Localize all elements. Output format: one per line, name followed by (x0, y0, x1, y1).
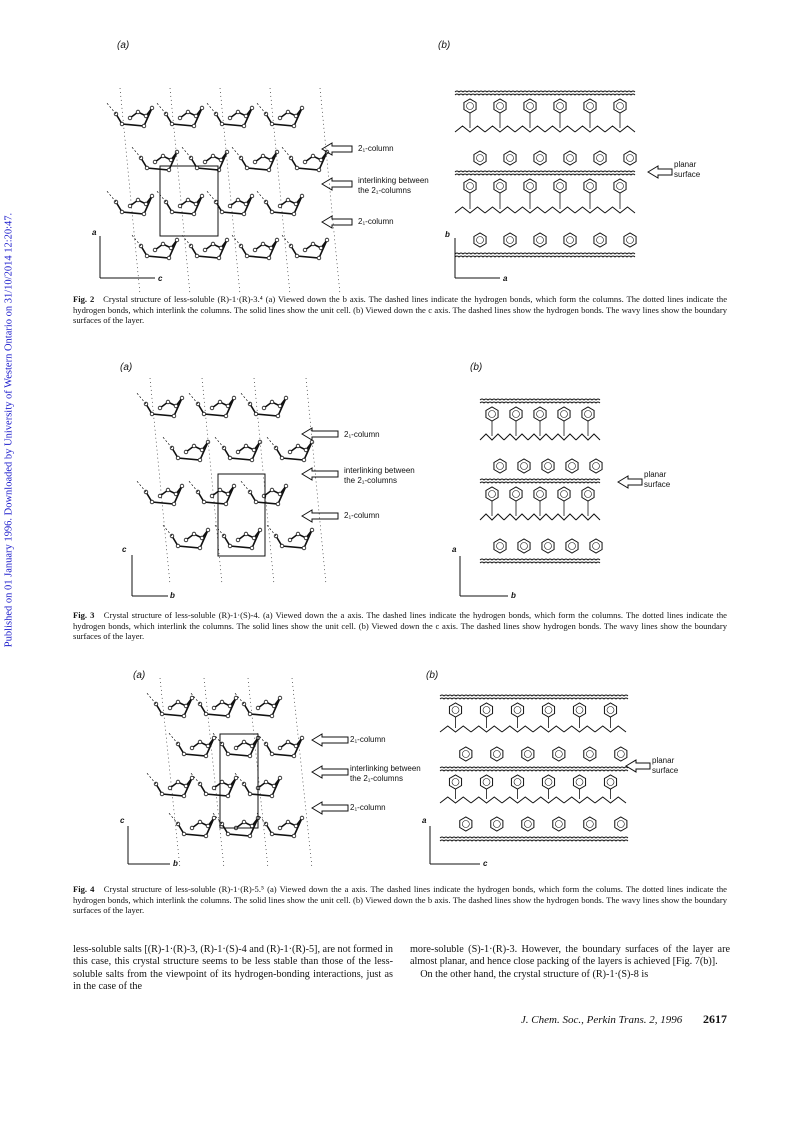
fig2-label-column-top: 2₁-column (358, 144, 394, 153)
fig3-axis-b-horizontal: b (511, 591, 516, 600)
fig3-caption-text: Crystal structure of less-soluble (R)-1·(S)-4. (a) Viewed down the a axis. The dashed lines indicate the hydrogen bonds, which form the columns. The dotted lines indicate the hydrogen bonds, which interlink the columns. The solid lines show the unit cell. (b) Viewed down the c axis. The dashed lines show hydrogen bonds. The wavy lines show the boundary surfaces of the layer. (73, 610, 727, 642)
fig4-axis-b-vertical: a (422, 816, 427, 825)
fig3-planar-arrow (618, 476, 642, 488)
fig2-axis-b (455, 238, 500, 278)
fig3-molecule-lattice-a (136, 378, 326, 584)
fig2-label-interlink-2: the 2₁-columns (358, 186, 411, 195)
fig3-panel-b-label: (b) (470, 362, 483, 373)
fig2-label-column-bottom: 2₁-column (358, 217, 394, 226)
journal-name: J. Chem. Soc., Perkin Trans. 2, 1996 (520, 1014, 683, 1026)
fig4-molecule-lattice-a (146, 678, 312, 868)
fig3-caption (73, 610, 727, 642)
fig4-axis-b (430, 826, 480, 864)
fig2-panel-a-label: (a) (117, 40, 130, 51)
fig4-caption (73, 884, 727, 916)
fig2-axis-b-vertical: b (445, 230, 450, 239)
fig2-planar-arrow (648, 166, 672, 178)
fig2-layer-lattice-b (455, 91, 636, 257)
fig4-layer-lattice-b (440, 695, 628, 841)
fig3-label-interlink-1: interlinking between (344, 466, 415, 475)
fig2-caption-text: Crystal structure of less-soluble (R)-1·(R)-3.⁴ (a) Viewed down the b axis. The dashed lines indicate the hydrogen bonds, which form the columns. The dotted lines indicate the hydrogen bonds, which interlink the columns. The solid lines show the unit cell. (b) Viewed down the c axis. The dashed lines show the hydrogen bonds. The wavy lines show the boundary surfaces of the layer. (73, 294, 728, 326)
fig4-arrows (312, 734, 348, 814)
download-watermark-text: Published on 01 January 1996. Downloaded by University of Western Ontario on 31/10/2014 12:20:47. (3, 212, 15, 648)
fig3-axis-a-horizontal: b (170, 591, 175, 600)
body-left-column: less-soluble salts [(R)-1·(R)-3, (R)-1·(S)-4 and (R)-1·(R)-5], are not formed in this case, this crystal structure seems to be less stable than those of the less-soluble salts from the viewpoint of its hydrogen-bonding interactions, just as in the case of the (73, 944, 393, 993)
figure-2 (60, 40, 740, 290)
fig4-panel-b-label: (b) (426, 670, 439, 681)
fig4-label-interlink-1: interlinking between (350, 764, 421, 773)
fig2-caption-title: Fig. 2 (73, 294, 95, 304)
fig3-label-interlink-2: the 2₁-columns (344, 476, 397, 485)
fig4-axis-a (128, 826, 170, 864)
fig4-label-planar-1: planar (652, 756, 675, 765)
fig3-axis-b-vertical: a (452, 545, 457, 554)
page-number: 2617 (703, 1012, 727, 1026)
fig4-label-column-bottom: 2₁-column (350, 803, 386, 812)
fig4-label-planar-2: surface (652, 766, 679, 775)
fig3-label-planar-2: surface (644, 480, 671, 489)
fig3-axis-a-vertical: c (122, 545, 127, 554)
fig2-caption (73, 294, 727, 326)
fig4-caption-title: Fig. 4 (73, 884, 95, 894)
fig2-molecule-lattice-a (106, 88, 340, 294)
fig2-axis-a-vertical: a (92, 228, 97, 237)
fig3-label-planar-1: planar (644, 470, 667, 479)
fig3-label-column-top: 2₁-column (344, 430, 380, 439)
fig4-label-interlink-2: the 2₁-columns (350, 774, 403, 783)
download-watermark (2, 150, 16, 710)
fig4-panel-a-label: (a) (133, 670, 146, 681)
fig3-label-column-bottom: 2₁-column (344, 511, 380, 520)
fig2-label-interlink-1: interlinking between (358, 176, 429, 185)
fig4-planar-arrow (626, 760, 650, 772)
fig2-axis-b-horizontal: a (503, 274, 508, 283)
fig2-label-planar-2: surface (674, 170, 701, 179)
fig3-arrows (302, 428, 338, 522)
fig3-panel-a-label: (a) (120, 362, 133, 373)
fig2-panel-a-structure (60, 40, 740, 290)
fig2-label-planar-1: planar (674, 160, 697, 169)
fig4-label-column-top: 2₁-column (350, 735, 386, 744)
figure-4 (60, 668, 740, 880)
fig3-layer-lattice-b (480, 399, 602, 563)
fig3-axis-a (132, 555, 168, 596)
fig4-axis-a-vertical: c (120, 816, 125, 825)
fig4-axis-a-horizontal: b (173, 859, 178, 868)
fig3-caption-title: Fig. 3 (73, 610, 95, 620)
fig4-axis-b-horizontal: c (483, 859, 488, 868)
body-right-column: more-soluble (S)-1·(R)-3. However, the boundary surfaces of the layer are almost planar, and hence close packing of the layers is achieved [Fig. 7(b)]. On the other hand, the crystal structure of (R)-1·(S)-8 is (410, 944, 730, 980)
fig2-axis-a-horizontal: c (158, 274, 163, 283)
fig2-panel-b-label: (b) (438, 40, 451, 51)
fig3-panel-a-structure (60, 360, 740, 610)
fig4-caption-text: Crystal structure of less-soluble (R)-1·(R)-5.⁵ (a) Viewed down the a axis. The dashed lines indicate the hydrogen bonds, which form the colums. The dotted lines indicate the hydrogen bonds, which interlink the columns. The solid lines show the unit cell. (b) Viewed down the b axis. The dashed lines show the hydrogen bonds. The wavy lines show the boundary surfaces of the layer. (73, 884, 727, 916)
figure-3 (60, 360, 740, 610)
page-footer (521, 1012, 727, 1027)
